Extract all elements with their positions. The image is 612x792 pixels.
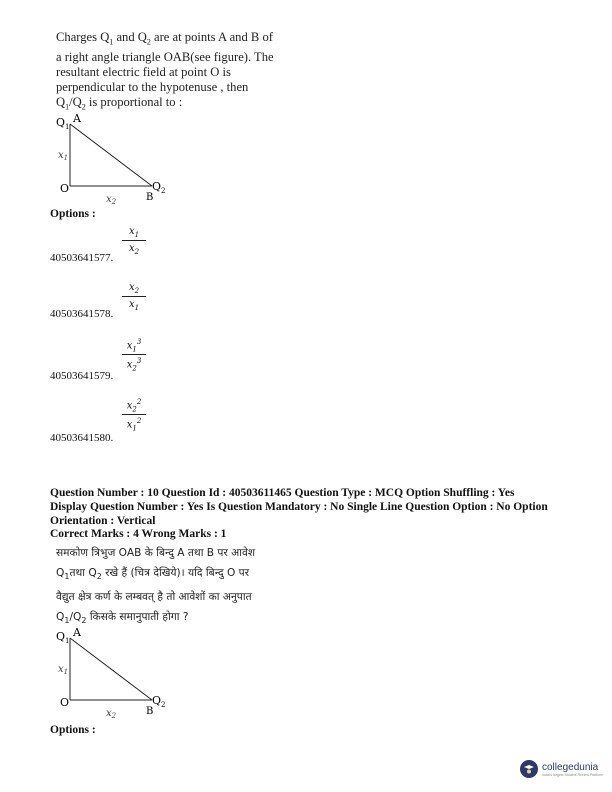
collegedunia-logo bbox=[520, 760, 603, 778]
option-id: 40503641580. bbox=[50, 432, 114, 444]
brand-name: collegedunia bbox=[542, 761, 599, 773]
question-line: समकोण त्रिभुज OAB के बिन्दु A तथा B पर आवेश bbox=[56, 547, 256, 559]
label-q1: $Q_1$ bbox=[56, 116, 70, 131]
label-x2: $x_2$ bbox=[106, 708, 117, 718]
label-o: O bbox=[60, 182, 70, 195]
triangle-svg bbox=[56, 626, 176, 718]
question-line: $Q_1/Q_2$ किसके समानुपाती होगा ? bbox=[56, 611, 189, 626]
brand-tagline: India's largest Student Review Platform bbox=[542, 772, 603, 777]
triangle-svg bbox=[56, 112, 176, 204]
triangle-diagram bbox=[56, 112, 176, 204]
label-b: B bbox=[146, 192, 154, 203]
label-q1: $Q_1$ bbox=[56, 630, 70, 645]
marks-info: Correct Marks : 4 Wrong Marks : 1 bbox=[50, 528, 227, 540]
triangle-diagram bbox=[56, 626, 176, 718]
graduate-icon bbox=[520, 760, 538, 778]
question-line: resultant electric field at point O is bbox=[56, 64, 231, 79]
brand-text bbox=[542, 762, 603, 777]
question-line: Charges $Q_1$ and $Q_2$ are at points A and B of bbox=[56, 30, 273, 47]
option-fraction: $\frac{x_1}{x_2}$ bbox=[122, 226, 146, 256]
option-id: 40503641578. bbox=[50, 308, 114, 320]
label-x1: $x_1$ bbox=[58, 150, 69, 162]
question-line: a right angle triangle OAB(see figure). The bbox=[56, 49, 274, 64]
label-a: A bbox=[73, 626, 81, 639]
option-id: 40503641579. bbox=[50, 370, 114, 382]
label-x2: $x_2$ bbox=[106, 194, 117, 204]
question-line: वैद्युत क्षेत्र कर्ण के लम्बवत् है तो आवेशों का अनुपात bbox=[56, 591, 252, 604]
option-fraction: $\frac{x_1^3}{x_2^3}$ bbox=[122, 338, 146, 373]
question-metadata bbox=[50, 486, 580, 528]
question-line: $Q_1तथा$ $Q_2$ रखे हैं (चित्र देखिये)। यदि बिन्दु O पर bbox=[56, 567, 250, 582]
hypotenuse-ab bbox=[70, 124, 152, 186]
label-b: B bbox=[146, 706, 154, 717]
meta-line: Orientation : Vertical bbox=[50, 515, 156, 527]
question-text-hindi bbox=[56, 543, 316, 631]
option-fraction: $\frac{x_2^2}{x_1^2}$ bbox=[122, 398, 146, 433]
question-line: $Q_1/Q_2$ is proportional to : bbox=[56, 94, 183, 112]
question-text-english bbox=[56, 30, 300, 114]
option-id: 40503641577. bbox=[50, 252, 114, 264]
meta-line: Display Question Number : Yes Is Question Mandatory : No Single Line Question Option : No Option bbox=[50, 501, 548, 513]
option-fraction: $\frac{x_2}{x_1}$ bbox=[122, 282, 146, 312]
meta-line: Question Number : 10 Question Id : 40503611465 Question Type : MCQ Option Shuffling : Yes bbox=[50, 487, 515, 499]
options-label: Options : bbox=[50, 724, 96, 736]
label-o: O bbox=[60, 696, 70, 709]
hypotenuse-ab bbox=[70, 638, 152, 700]
label-q2: $Q_2$ bbox=[152, 694, 166, 709]
label-x1: $x_1$ bbox=[58, 664, 69, 676]
label-q2: $Q_2$ bbox=[152, 180, 166, 195]
question-line: perpendicular to the hypotenuse , then bbox=[56, 79, 249, 94]
label-a: A bbox=[73, 112, 81, 125]
options-label: Options : bbox=[50, 208, 96, 220]
